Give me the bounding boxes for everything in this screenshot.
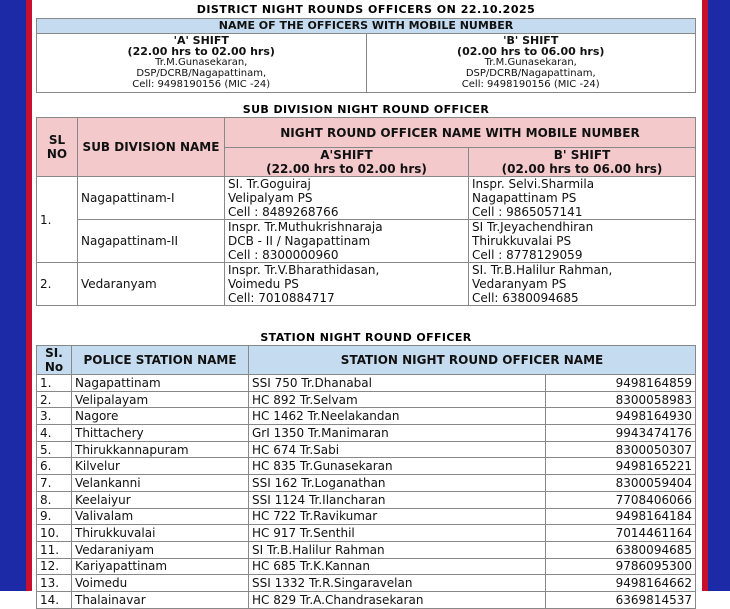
table-row bbox=[37, 591, 696, 608]
sub-b-shift-label: B' SHIFT bbox=[553, 148, 611, 162]
station-name: Nagore bbox=[72, 408, 249, 425]
station-name: Voimedu bbox=[72, 575, 249, 592]
table-row bbox=[37, 425, 696, 442]
officer-name: HC 1462 Tr.Neelakandan bbox=[249, 408, 546, 425]
station-sl: 5. bbox=[37, 441, 72, 458]
district-table bbox=[36, 18, 696, 93]
officer-name: GrI 1350 Tr.Manimaran bbox=[249, 425, 546, 442]
station-sl: 13. bbox=[37, 575, 72, 592]
table-row bbox=[37, 408, 696, 425]
sub-header-sl: SL NO bbox=[37, 118, 78, 177]
b-shift-designation: DSP/DCRB/Nagapattinam, bbox=[465, 68, 596, 79]
a-shift-designation: DSP/DCRB/Nagapattinam, bbox=[136, 68, 267, 79]
officer-name: SSI 1124 Tr.Ilancharan bbox=[249, 491, 546, 508]
station-name: Valivalam bbox=[72, 508, 249, 525]
b-shift-label: 'B' SHIFT bbox=[503, 34, 559, 47]
sub-a-shift-time: (22.00 hrs to 02.00 hrs) bbox=[266, 162, 427, 176]
station-header-officer: STATION NIGHT ROUND OFFICER NAME bbox=[249, 346, 696, 375]
table-row bbox=[37, 375, 696, 392]
officer-name: SSI 750 Tr.Dhanabal bbox=[249, 375, 546, 392]
station-sl: 9. bbox=[37, 508, 72, 525]
officer-name: SSI 162 Tr.Loganathan bbox=[249, 475, 546, 492]
officer-station: Thirukkuvalai PS bbox=[472, 234, 572, 248]
sub-row-b bbox=[469, 263, 696, 306]
district-a-shift bbox=[37, 34, 367, 93]
table-row bbox=[37, 491, 696, 508]
sub-row-b bbox=[469, 177, 696, 220]
sub-header-name: SUB DIVISION NAME bbox=[78, 118, 225, 177]
station-sl: 6. bbox=[37, 458, 72, 475]
sub-header-a-shift bbox=[225, 148, 469, 177]
sub-row-sl: 2. bbox=[37, 263, 78, 306]
table-row bbox=[37, 263, 696, 306]
station-name: Vedaraniyam bbox=[72, 541, 249, 558]
officer-name: SI. Tr.Goguiraj bbox=[228, 177, 311, 191]
officer-cell: Cell: 7010884717 bbox=[228, 291, 335, 305]
table-row bbox=[37, 508, 696, 525]
officer-station: Velipalyam PS bbox=[228, 191, 313, 205]
officer-mobile: 6369814537 bbox=[546, 591, 696, 608]
sub-row-name: Nagapattinam-II bbox=[78, 220, 225, 263]
b-shift-name: Tr.M.Gunasekaran, bbox=[484, 57, 577, 68]
station-sl: 8. bbox=[37, 491, 72, 508]
officer-mobile: 9498164859 bbox=[546, 375, 696, 392]
officer-mobile: 9943474176 bbox=[546, 425, 696, 442]
officer-name: SI. Tr.B.Halilur Rahman, bbox=[472, 263, 613, 277]
station-name: Nagapattinam bbox=[72, 375, 249, 392]
station-name: Thalainavar bbox=[72, 591, 249, 608]
sub-row-a bbox=[225, 263, 469, 306]
officer-name: HC 917 Tr.Senthil bbox=[249, 525, 546, 542]
sub-row-a bbox=[225, 177, 469, 220]
officer-mobile: 9498164184 bbox=[546, 508, 696, 525]
b-shift-time: (02.00 hrs to 06.00 hrs) bbox=[457, 45, 605, 58]
station-name: Keelaiyur bbox=[72, 491, 249, 508]
officer-mobile: 9786095300 bbox=[546, 558, 696, 575]
station-sl: 3. bbox=[37, 408, 72, 425]
officer-name: Inspr. Tr.V.Bharathidasan, bbox=[228, 263, 380, 277]
a-shift-cell: Cell: 9498190156 (MIC -24) bbox=[132, 79, 271, 90]
document-content bbox=[36, 0, 696, 609]
station-title: STATION NIGHT ROUND OFFICER bbox=[260, 331, 472, 344]
station-header-name: POLICE STATION NAME bbox=[72, 346, 249, 375]
station-name: Kilvelur bbox=[72, 458, 249, 475]
station-header-sl: SI. No bbox=[37, 346, 72, 375]
table-row bbox=[37, 177, 696, 220]
station-name: Thirukkannapuram bbox=[72, 441, 249, 458]
officer-mobile: 8300050307 bbox=[546, 441, 696, 458]
officer-mobile: 9498164662 bbox=[546, 575, 696, 592]
officer-mobile: 8300059404 bbox=[546, 475, 696, 492]
subdivision-table bbox=[36, 117, 696, 306]
sub-row-name: Nagapattinam-I bbox=[78, 177, 225, 220]
sub-row-sl: 1. bbox=[37, 177, 78, 263]
table-row bbox=[37, 575, 696, 592]
station-name: Velankanni bbox=[72, 475, 249, 492]
officer-station: DCB - II / Nagapattinam bbox=[228, 234, 371, 248]
right-border-blue bbox=[708, 0, 730, 591]
officer-name: Inspr. Selvi.Sharmila bbox=[472, 177, 595, 191]
officer-cell: Cell : 8489268766 bbox=[228, 205, 339, 219]
station-sl: 12. bbox=[37, 558, 72, 575]
station-rows bbox=[37, 375, 696, 609]
officer-cell: Cell: 6380094685 bbox=[472, 291, 579, 305]
sub-row-b bbox=[469, 220, 696, 263]
officer-station: Nagapattinam PS bbox=[472, 191, 577, 205]
officer-name: HC 685 Tr.K.Kannan bbox=[249, 558, 546, 575]
sub-a-shift-label: A'SHIFT bbox=[320, 148, 373, 162]
right-border-red bbox=[702, 0, 708, 591]
officer-name: HC 835 Tr.Gunasekaran bbox=[249, 458, 546, 475]
station-sl: 1. bbox=[37, 375, 72, 392]
district-subtitle: NAME OF THE OFFICERS WITH MOBILE NUMBER bbox=[37, 19, 696, 34]
officer-name: HC 892 Tr.Selvam bbox=[249, 391, 546, 408]
station-name: Thittachery bbox=[72, 425, 249, 442]
officer-mobile: 7708406066 bbox=[546, 491, 696, 508]
officer-mobile: 6380094685 bbox=[546, 541, 696, 558]
station-table bbox=[36, 345, 696, 609]
sub-b-shift-time: (02.00 hrs to 06.00 hrs) bbox=[501, 162, 663, 176]
station-sl: 2. bbox=[37, 391, 72, 408]
officer-mobile: 7014461164 bbox=[546, 525, 696, 542]
b-shift-cell: Cell: 9498190156 (MIC -24) bbox=[461, 79, 600, 90]
subdivision-title: SUB DIVISION NIGHT ROUND OFFICER bbox=[242, 103, 490, 116]
officer-station: Voimedu PS bbox=[228, 277, 299, 291]
station-name: Thirukkuvalai bbox=[72, 525, 249, 542]
sub-row-name: Vedaranyam bbox=[78, 263, 225, 306]
station-sl: 14. bbox=[37, 591, 72, 608]
station-sl: 11. bbox=[37, 541, 72, 558]
a-shift-name: Tr.M.Gunasekaran, bbox=[155, 57, 248, 68]
officer-station: Vedaranyam PS bbox=[472, 277, 567, 291]
table-row bbox=[37, 525, 696, 542]
table-row bbox=[37, 391, 696, 408]
officer-name: HC 722 Tr.Ravikumar bbox=[249, 508, 546, 525]
officer-cell: Cell : 8300000960 bbox=[228, 248, 339, 262]
table-row bbox=[37, 220, 696, 263]
a-shift-time: (22.00 hrs to 02.00 hrs) bbox=[127, 45, 275, 58]
officer-name: HC 829 Tr.A.Chandrasekaran bbox=[249, 591, 546, 608]
officer-name: SI Tr.Jeyachendhiran bbox=[472, 220, 594, 234]
officer-name: SSI 1332 Tr.R.Singaravelan bbox=[249, 575, 546, 592]
station-sl: 4. bbox=[37, 425, 72, 442]
station-sl: 7. bbox=[37, 475, 72, 492]
officer-name: SI Tr.B.Halilur Rahman bbox=[249, 541, 546, 558]
station-sl: 10. bbox=[37, 525, 72, 542]
table-row bbox=[37, 558, 696, 575]
table-row bbox=[37, 475, 696, 492]
officer-name: Inspr. Tr.Muthukrishnaraja bbox=[228, 220, 383, 234]
left-border-blue bbox=[0, 0, 26, 591]
officer-mobile: 9498165221 bbox=[546, 458, 696, 475]
officer-mobile: 8300058983 bbox=[546, 391, 696, 408]
officer-cell: Cell : 9865057141 bbox=[472, 205, 583, 219]
table-row bbox=[37, 541, 696, 558]
a-shift-label: 'A' SHIFT bbox=[173, 34, 229, 47]
officer-mobile: 9498164930 bbox=[546, 408, 696, 425]
officer-cell: Cell : 8778129059 bbox=[472, 248, 583, 262]
sub-row-a bbox=[225, 220, 469, 263]
sub-header-officer: NIGHT ROUND OFFICER NAME WITH MOBILE NUMBER bbox=[225, 118, 696, 148]
district-title: DISTRICT NIGHT ROUNDS OFFICERS ON 22.10.2025 bbox=[196, 3, 536, 16]
table-row bbox=[37, 441, 696, 458]
district-b-shift bbox=[366, 34, 696, 93]
officer-name: HC 674 Tr.Sabi bbox=[249, 441, 546, 458]
table-row bbox=[37, 458, 696, 475]
left-border-red bbox=[26, 0, 32, 591]
station-name: Velipalayam bbox=[72, 391, 249, 408]
station-name: Kariyapattinam bbox=[72, 558, 249, 575]
sub-header-b-shift bbox=[469, 148, 696, 177]
